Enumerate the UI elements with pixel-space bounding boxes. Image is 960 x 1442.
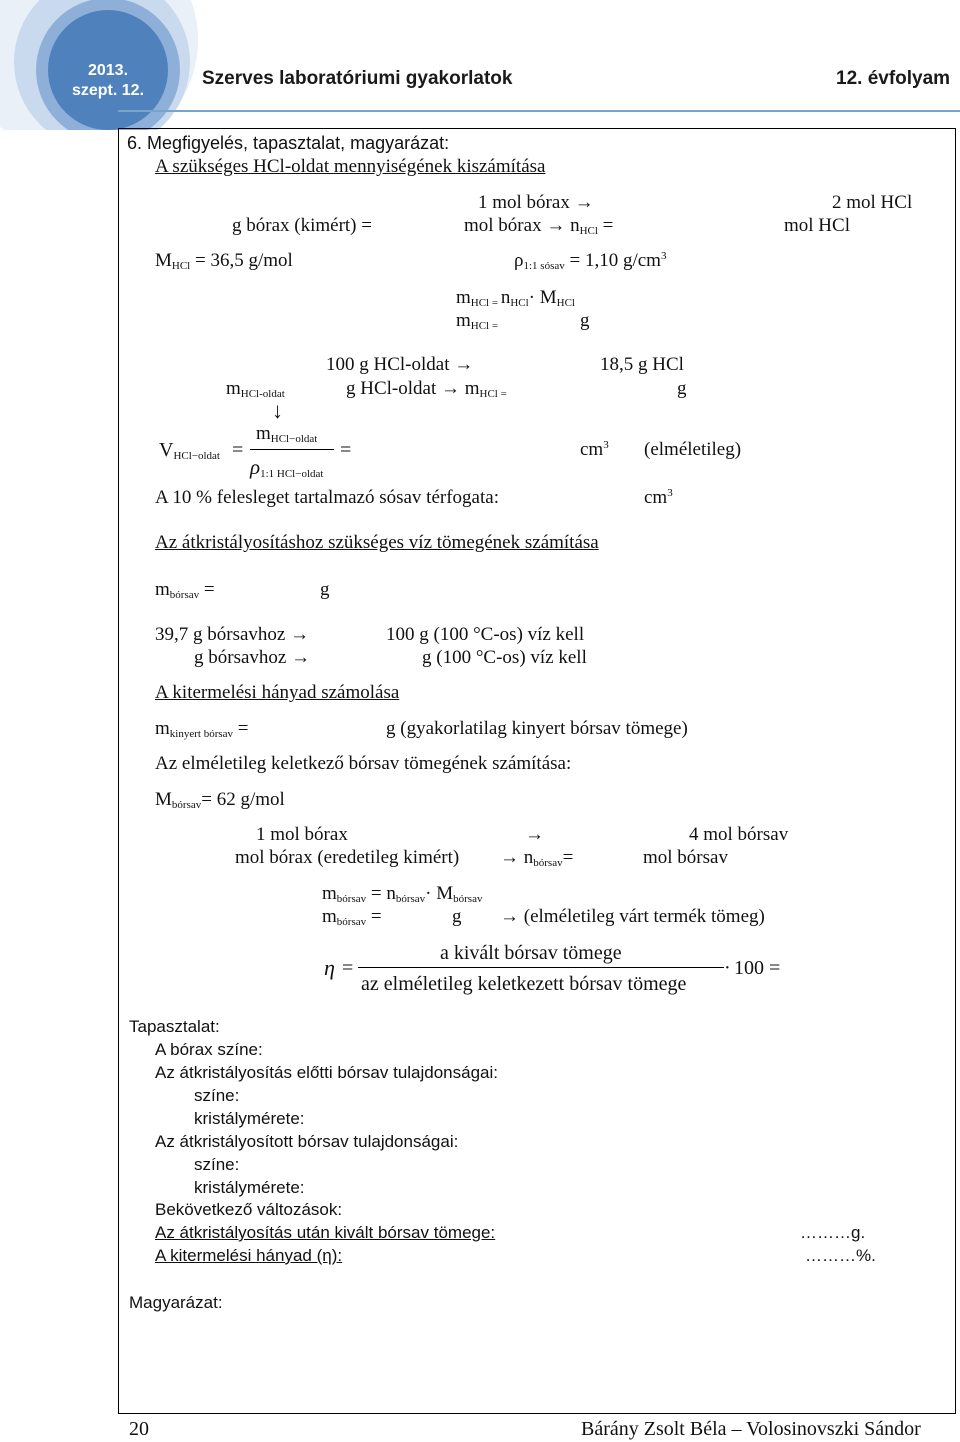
before-properties-title: Az átkristályosítás előtti bórsav tulajdonságai: xyxy=(155,1063,499,1082)
header-date-line2: szept. 12. xyxy=(71,82,145,99)
p2-mid-sub: HCl = xyxy=(479,388,507,400)
authors: Bárány Zsolt Béla – Volosinovszki Sándor xyxy=(581,1418,921,1440)
water-line1-left: 39,7 g bórsavhoz → xyxy=(155,624,310,645)
mb-m: m xyxy=(155,579,170,600)
borax-ratio1-arrow: → xyxy=(525,824,544,845)
mk-sub: kinyert bórsav xyxy=(169,728,234,740)
volume-unit xyxy=(580,440,609,459)
p2-m: m xyxy=(226,378,241,399)
water-line1-right: 100 g (100 °C-os) víz kell xyxy=(386,624,585,645)
proportion1-right: 18,5 g HCl xyxy=(600,354,684,375)
volume-eq1: = xyxy=(232,439,244,461)
boric-acid-mass-unit: g xyxy=(320,579,330,600)
rho-val: = 1,10 g/cm xyxy=(564,250,661,271)
vol-den-rho: ρ xyxy=(250,455,261,479)
borax-ratio2-right: mol bórsav xyxy=(643,847,728,868)
mass-result-unit: g xyxy=(580,310,590,331)
proportion2-unit: g xyxy=(677,378,687,399)
c1-m: m xyxy=(322,883,337,904)
changes-label: Bekövetkező változások: xyxy=(155,1200,343,1219)
mr-sub: HCl = xyxy=(470,320,499,332)
c2-m: m xyxy=(322,906,337,927)
mf-dot: · M xyxy=(528,287,557,308)
eta-numerator: a kivált bórsav tömege xyxy=(440,942,622,964)
excess-volume-label: A 10 % felesleget tartalmazó sósav térfogata: xyxy=(155,487,499,508)
explanation-label: Magyarázat: xyxy=(129,1293,223,1312)
proportion2-mid xyxy=(346,379,507,400)
mk-eq: = xyxy=(233,718,249,739)
water-line2-right: g (100 °C-os) víz kell xyxy=(422,647,587,668)
excess-volume-unit xyxy=(644,488,673,507)
c1-sub2: bórsav xyxy=(395,893,426,905)
mf-m: m xyxy=(456,287,471,308)
before-color-label: színe: xyxy=(194,1086,240,1105)
down-arrow-icon: ↓ xyxy=(272,398,283,423)
volume-note: (elméletileg) xyxy=(644,439,742,460)
mass-result xyxy=(456,311,498,332)
eta-symbol: η xyxy=(324,955,335,980)
yield-label xyxy=(155,1247,891,1264)
density-hcl xyxy=(514,251,666,272)
ratio-line1-left: 1 mol bórax → xyxy=(478,192,594,213)
yield-text: A kitermelési hányad (η): xyxy=(155,1246,343,1265)
b2-arrow: → n xyxy=(500,847,534,868)
before-size-label: kristálymérete: xyxy=(194,1109,305,1128)
theoretical-formula xyxy=(322,884,482,905)
eta-denominator: az elméletileg keletkezett bórsav tömege xyxy=(361,973,687,995)
yield-fill: ………%. xyxy=(805,1246,876,1265)
theoretical-heading: Az elméletileg keletkező bórsav tömegének számítása: xyxy=(155,753,572,774)
header-rule xyxy=(118,110,960,112)
volume-denominator xyxy=(250,457,323,480)
mf-n: n xyxy=(500,287,511,308)
mf-sub: HCl = xyxy=(470,297,501,309)
volume-V xyxy=(159,440,220,462)
mm-M: M xyxy=(155,250,172,271)
mass-after-label xyxy=(155,1224,891,1241)
molar-mass-hcl xyxy=(155,251,293,272)
b2-eq: = xyxy=(562,847,574,868)
borax-ratio2-mid xyxy=(500,848,573,869)
rho-sup: 3 xyxy=(660,250,667,262)
rho-sub: 1:1 sósav xyxy=(523,260,565,272)
header-grade: 12. évfolyam xyxy=(836,68,951,89)
after-color-label: színe: xyxy=(194,1155,240,1174)
vol-cm: cm xyxy=(580,439,604,460)
recovered-mass xyxy=(155,719,248,740)
mk-m: m xyxy=(155,718,170,739)
mr-m: m xyxy=(456,310,471,331)
borax-ratio1-left: 1 mol bórax xyxy=(256,824,348,845)
header-date-line1: 2013. xyxy=(87,62,129,79)
mb-sub: bórsav xyxy=(169,589,200,601)
mm-sub: HCl xyxy=(171,260,191,272)
subheading-water: Az átkristályosításhoz szükséges víz tömegének számítása xyxy=(155,532,599,553)
ratio-line1-right: 2 mol HCl xyxy=(832,192,913,213)
Mb-sub: bórsav xyxy=(171,799,202,811)
proportion2-m xyxy=(226,379,285,400)
ratio-line2-left: g bórax (kimért) = xyxy=(232,215,372,236)
c1-dot: · M xyxy=(425,883,454,904)
eta-multiply: · xyxy=(724,957,731,979)
mass-after-fill: ………g. xyxy=(800,1223,866,1242)
volume-numerator xyxy=(256,424,317,445)
section-heading: 6. Megfigyelés, tapasztalat, magyarázat: xyxy=(127,133,450,153)
boric-acid-mass xyxy=(155,580,215,601)
proportion1-left: 100 g HCl-oldat → xyxy=(326,354,474,375)
theoretical-result-note: → (elméletileg várt termék tömeg) xyxy=(500,906,765,927)
eta-eq: = xyxy=(342,957,354,979)
eta-hundred: 100 = xyxy=(734,957,781,979)
borax-ratio1-right: 4 mol bórsav xyxy=(689,824,789,845)
volume-fraction-bar xyxy=(250,449,334,450)
borax-color-label: A bórax színe: xyxy=(155,1040,263,1059)
borax-ratio2-left: mol bórax (eredetileg kimért) xyxy=(235,847,460,868)
mf-sub2: HCl xyxy=(510,297,529,309)
vol-cm-sup: 3 xyxy=(603,439,609,451)
ratio-line2-mid-text: mol bórax → n xyxy=(464,215,580,236)
c1-eq: = n xyxy=(366,883,396,904)
mm-val: = 36,5 g/mol xyxy=(190,250,293,271)
p2-mid: g HCl-oldat → m xyxy=(346,378,480,399)
ratio-line2-mid-end: = xyxy=(597,215,614,236)
subheading-yield: A kitermelési hányad számolása xyxy=(155,682,400,703)
theoretical-result xyxy=(322,907,382,928)
excess-cm: cm xyxy=(644,487,668,508)
eta-fraction-bar xyxy=(358,967,724,968)
p2-sub: HCl-oldat xyxy=(240,388,285,400)
b2-sub: bórsav xyxy=(533,857,563,869)
volume-eq2: = xyxy=(340,439,352,461)
Mb-val: = 62 g/mol xyxy=(201,789,285,810)
mb-eq: = xyxy=(199,579,215,600)
mass-after-text: Az átkristályosítás után kivált bórsav tömege: xyxy=(155,1223,496,1242)
theoretical-result-unit: g xyxy=(452,906,462,927)
vol-den-sub: 1:1 HCl−oldat xyxy=(260,468,324,480)
recovered-mass-note: g (gyakorlatilag kinyert bórsav tömege) xyxy=(386,718,688,739)
after-properties-title: Az átkristályosított bórsav tulajdonságai: xyxy=(155,1132,459,1151)
ratio-line2-mid-sub: HCl xyxy=(579,225,598,237)
vol-sub: HCl−oldat xyxy=(173,450,220,462)
mass-formula xyxy=(456,288,575,309)
vol-V: V xyxy=(159,439,174,461)
rho-symbol: ρ xyxy=(514,250,524,271)
mf-sub3: HCl xyxy=(556,297,575,309)
subheading-hcl: A szükséges HCl-oldat mennyiségének kiszámítása xyxy=(155,156,546,177)
observations-title: Tapasztalat: xyxy=(129,1017,220,1036)
ratio-line2-right: mol HCl xyxy=(784,215,850,236)
c2-eq: = xyxy=(366,906,382,927)
water-line2-left: g bórsavhoz → xyxy=(194,647,311,668)
c1-sub3: bórsav xyxy=(453,893,483,905)
boric-acid-molar-mass xyxy=(155,790,285,811)
vol-num-m: m xyxy=(256,423,271,444)
header-date xyxy=(58,61,158,101)
vol-num-sub: HCl−oldat xyxy=(270,433,318,445)
c2-sub: bórsav xyxy=(336,916,367,928)
excess-sup: 3 xyxy=(667,487,673,499)
Mb-M: M xyxy=(155,789,172,810)
c1-sub: bórsav xyxy=(336,893,367,905)
ratio-line2-mid xyxy=(464,216,613,237)
after-size-label: kristálymérete: xyxy=(194,1178,305,1197)
header-title: Szerves laboratóriumi gyakorlatok xyxy=(202,68,513,89)
page-number: 20 xyxy=(129,1418,149,1440)
